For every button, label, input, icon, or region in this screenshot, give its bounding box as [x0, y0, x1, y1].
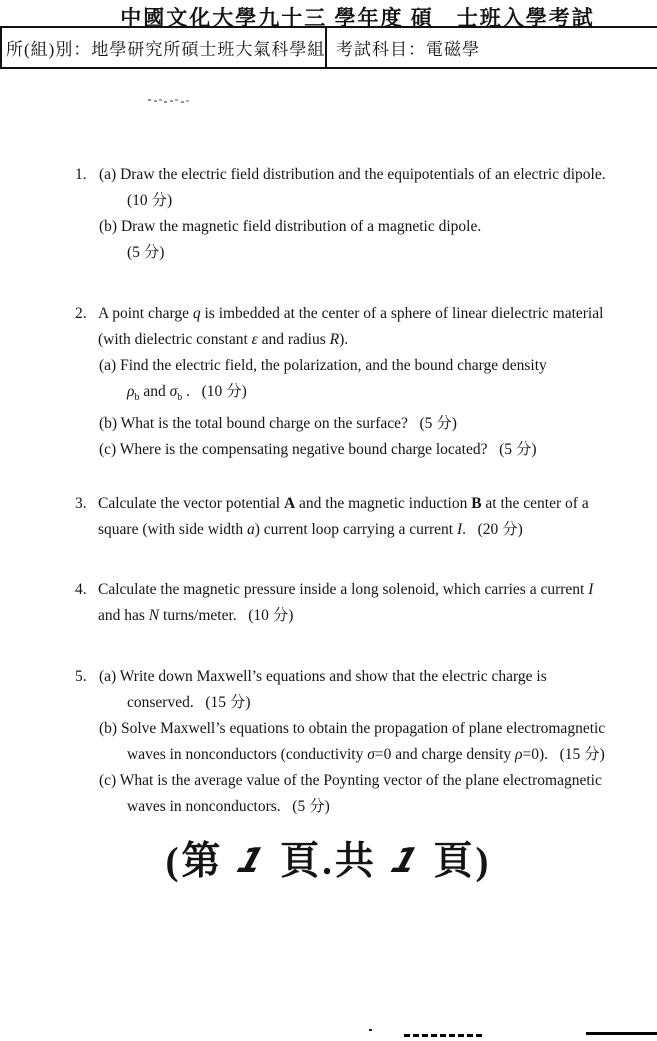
- questions: [75, 162, 620, 820]
- header-table: [0, 26, 657, 69]
- question-line: (c) Where is the compensating negative bound charge located? (5 分): [99, 441, 537, 459]
- footer-open-paren: (第: [165, 840, 224, 883]
- department-cell: [2, 28, 327, 67]
- question-line: (b) Draw the magnetic field distribution of a magnetic dipole.: [99, 218, 482, 235]
- question-line: Calculate the vector potential A and the magnetic induction B at the center of a: [98, 495, 589, 513]
- subject-label: 考試科目：: [336, 40, 426, 59]
- question-line: (5 分): [127, 244, 165, 261]
- question-number: 5.: [75, 668, 87, 686]
- question: [75, 162, 620, 266]
- question: [75, 301, 620, 463]
- question-line: $\rho_b$ and $\sigma_b$ . (10 分): [127, 383, 247, 404]
- question: [75, 491, 620, 543]
- question-line: conserved. (15 分): [127, 694, 251, 712]
- question-number: 2.: [75, 305, 87, 322]
- page-number: 1: [232, 841, 273, 881]
- question-number: 3.: [75, 495, 87, 513]
- question-line: (a) Draw the electric field distribution and the equipotentials of an electric dipole.: [99, 166, 606, 183]
- question-line: square (with side width a) current loop carrying a current I. (20 分): [98, 521, 523, 539]
- question-line: (b) What is the total bound charge on the surface? (5 分): [99, 415, 457, 433]
- question-line: (a) Write down Maxwell’s equations and show that the electric charge is: [99, 668, 547, 686]
- question-line: Calculate the magnetic pressure inside a long solenoid, which carries a current I: [98, 581, 594, 599]
- total-pages: 1: [386, 841, 426, 881]
- question-line: (b) Solve Maxwell’s equations to obtain the propagation of plane electromagnetic: [99, 720, 606, 738]
- department-label: 所(組)別：: [6, 40, 92, 59]
- footer-middle-text: 頁.共: [280, 840, 377, 883]
- question-line: (c) What is the average value of the Poynting vector of the plane electromagnetic: [99, 772, 602, 790]
- question: [75, 664, 620, 820]
- question-line: waves in nonconductors. (5 分): [127, 798, 330, 816]
- exam-title: 中國文化大學九十三 學年度 碩 士班入學考試: [120, 6, 595, 30]
- scan-smudge-artifact: [148, 99, 151, 101]
- question-line: and has N turns/meter. (10 分): [98, 607, 294, 625]
- question-line: (with dielectric constant ε and radius R).: [98, 331, 349, 348]
- question: [75, 577, 620, 629]
- question-line: (a) Find the electric field, the polarization, and the bound charge density: [99, 357, 547, 374]
- question-line: A point charge q is imbedded at the center of a sphere of linear dielectric material: [98, 305, 604, 322]
- scan-artifact-line: [404, 1034, 482, 1037]
- page-footer: [0, 830, 657, 886]
- subject-cell: [327, 28, 657, 67]
- question-line: waves in nonconductors (conductivity σ=0 and charge density ρ=0). (15 分): [127, 746, 605, 764]
- department-value: 地學研究所碩士班大氣科學組: [91, 40, 326, 59]
- question-number: 4.: [75, 581, 87, 599]
- question-number: 1.: [75, 166, 87, 183]
- scan-artifact-line: [586, 1032, 657, 1035]
- scan-artifact-dot: [369, 1029, 372, 1031]
- footer-close-paren: 頁): [433, 840, 492, 883]
- question-line: (10 分): [127, 192, 173, 209]
- subject-value: 電磁學: [426, 40, 480, 59]
